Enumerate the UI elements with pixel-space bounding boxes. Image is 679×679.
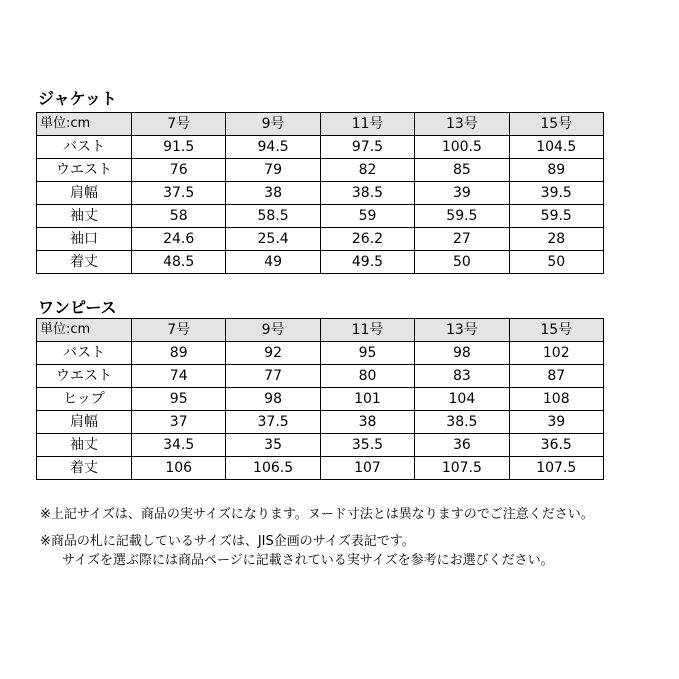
measurement-value: 58.5	[226, 205, 320, 228]
measurement-value: 106.5	[226, 457, 320, 480]
size-header: 15号	[509, 113, 603, 136]
size-header: 9号	[226, 319, 320, 342]
measurement-value: 79	[226, 159, 320, 182]
measurement-value: 91.5	[132, 136, 226, 159]
size-header: 7号	[132, 113, 226, 136]
measurement-value: 104	[415, 388, 509, 411]
measurement-value: 95	[132, 388, 226, 411]
measurement-value: 39	[509, 411, 603, 434]
jacket-size-table	[36, 112, 604, 274]
measurement-value: 102	[509, 342, 603, 365]
measurement-value: 26.2	[320, 228, 414, 251]
measurement-label: 肩幅	[37, 411, 132, 434]
measurement-value: 94.5	[226, 136, 320, 159]
measurement-value: 58	[132, 205, 226, 228]
dress-section-title: ワンピース	[38, 298, 117, 317]
measurement-label: ヒップ	[37, 388, 132, 411]
measurement-label: 袖口	[37, 228, 132, 251]
measurement-value: 36	[415, 434, 509, 457]
table-row	[37, 388, 604, 411]
measurement-value: 28	[509, 228, 603, 251]
measurement-label: ウエスト	[37, 365, 132, 388]
measurement-label: 肩幅	[37, 182, 132, 205]
measurement-value: 74	[132, 365, 226, 388]
measurement-value: 95	[320, 342, 414, 365]
note-jis-label: ※商品の札に記載しているサイズは、JIS企画のサイズ表記です。	[40, 534, 415, 549]
note-actual-size: ※上記サイズは、商品の実サイズになります。ヌード寸法とは異なりますのでご注意ください。	[40, 507, 594, 522]
measurement-value: 49	[226, 251, 320, 274]
table-row	[37, 159, 604, 182]
table-row	[37, 365, 604, 388]
measurement-value: 89	[509, 159, 603, 182]
measurement-value: 100.5	[415, 136, 509, 159]
measurement-value: 38	[226, 182, 320, 205]
measurement-value: 106	[132, 457, 226, 480]
table-row	[37, 411, 604, 434]
measurement-value: 39.5	[509, 182, 603, 205]
measurement-value: 101	[320, 388, 414, 411]
size-header: 13号	[415, 113, 509, 136]
measurement-value: 38	[320, 411, 414, 434]
measurement-value: 107.5	[509, 457, 603, 480]
measurement-value: 97.5	[320, 136, 414, 159]
measurement-value: 107	[320, 457, 414, 480]
dress-size-table	[36, 318, 604, 480]
measurement-value: 98	[226, 388, 320, 411]
measurement-value: 34.5	[132, 434, 226, 457]
measurement-value: 37	[132, 411, 226, 434]
measurement-value: 38.5	[320, 182, 414, 205]
size-header: 9号	[226, 113, 320, 136]
table-row	[37, 136, 604, 159]
measurement-value: 77	[226, 365, 320, 388]
size-header: 15号	[509, 319, 603, 342]
measurement-value: 104.5	[509, 136, 603, 159]
measurement-value: 98	[415, 342, 509, 365]
table-row	[37, 342, 604, 365]
measurement-label: 着丈	[37, 251, 132, 274]
table-row	[37, 205, 604, 228]
note-choose-size: サイズを選ぶ際には商品ページに記載されている実サイズを参考にお選びください。	[62, 553, 554, 568]
measurement-value: 83	[415, 365, 509, 388]
measurement-value: 89	[132, 342, 226, 365]
measurement-value: 36.5	[509, 434, 603, 457]
measurement-value: 27	[415, 228, 509, 251]
measurement-value: 38.5	[415, 411, 509, 434]
table-row	[37, 457, 604, 480]
measurement-value: 76	[132, 159, 226, 182]
size-header: 13号	[415, 319, 509, 342]
measurement-value: 48.5	[132, 251, 226, 274]
measurement-label: 袖丈	[37, 205, 132, 228]
table-row	[37, 434, 604, 457]
measurement-value: 35	[226, 434, 320, 457]
size-header: 11号	[320, 319, 414, 342]
measurement-label: 着丈	[37, 457, 132, 480]
table-row	[37, 228, 604, 251]
measurement-value: 85	[415, 159, 509, 182]
table-row	[37, 182, 604, 205]
measurement-value: 59.5	[509, 205, 603, 228]
unit-label: 単位:cm	[37, 319, 132, 342]
measurement-value: 87	[509, 365, 603, 388]
measurement-value: 107.5	[415, 457, 509, 480]
measurement-value: 59	[320, 205, 414, 228]
jacket-section-title: ジャケット	[38, 89, 117, 108]
measurement-value: 59.5	[415, 205, 509, 228]
measurement-label: バスト	[37, 342, 132, 365]
table-row	[37, 251, 604, 274]
size-header: 11号	[320, 113, 414, 136]
measurement-value: 82	[320, 159, 414, 182]
measurement-value: 50	[415, 251, 509, 274]
measurement-value: 35.5	[320, 434, 414, 457]
measurement-value: 50	[509, 251, 603, 274]
measurement-value: 37.5	[132, 182, 226, 205]
measurement-value: 80	[320, 365, 414, 388]
header-row	[37, 319, 604, 342]
header-row	[37, 113, 604, 136]
size-header: 7号	[132, 319, 226, 342]
measurement-value: 49.5	[320, 251, 414, 274]
measurement-label: ウエスト	[37, 159, 132, 182]
measurement-value: 108	[509, 388, 603, 411]
unit-label: 単位:cm	[37, 113, 132, 136]
measurement-label: 袖丈	[37, 434, 132, 457]
measurement-value: 25.4	[226, 228, 320, 251]
measurement-value: 39	[415, 182, 509, 205]
measurement-value: 24.6	[132, 228, 226, 251]
measurement-value: 92	[226, 342, 320, 365]
measurement-label: バスト	[37, 136, 132, 159]
measurement-value: 37.5	[226, 411, 320, 434]
